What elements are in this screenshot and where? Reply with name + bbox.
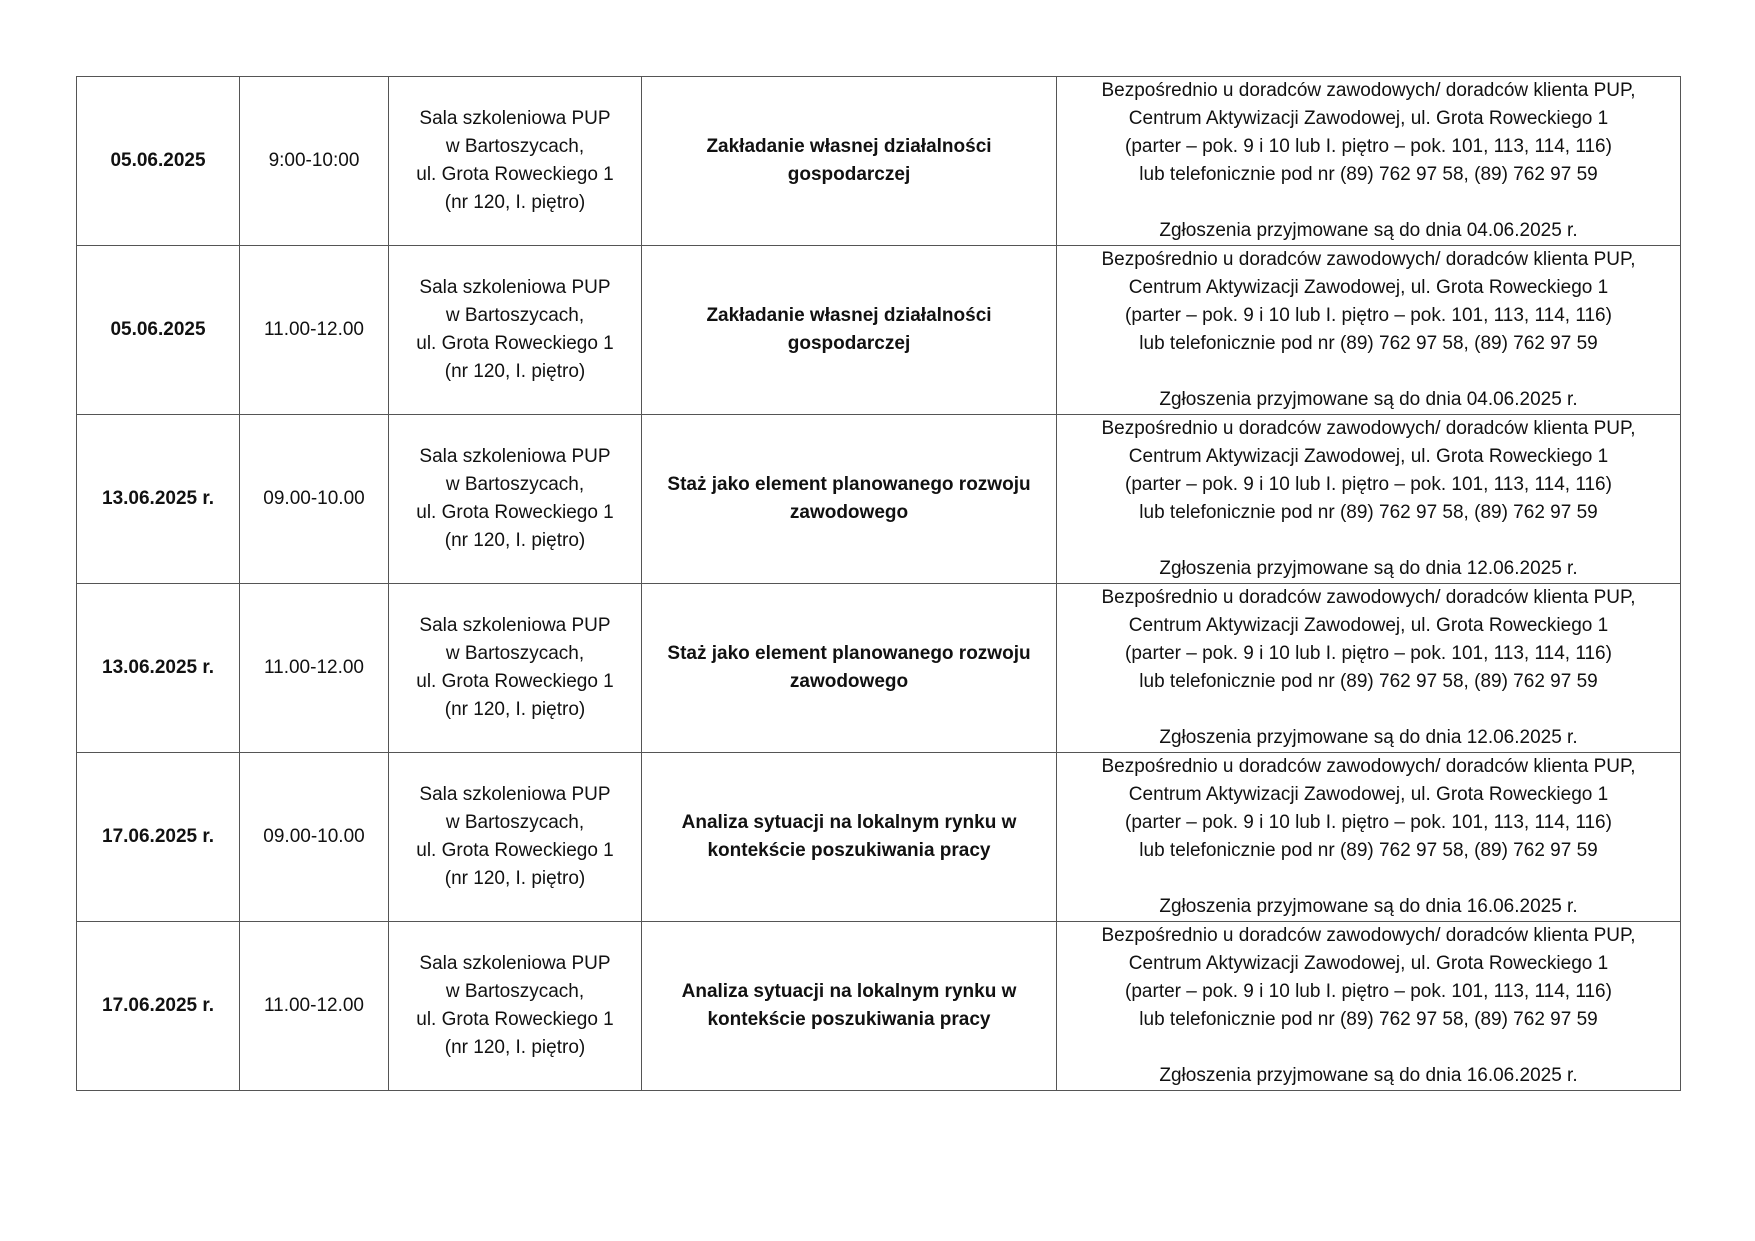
place-line: ul. Grota Roweckiego 1 [416, 164, 614, 185]
cell-date: 13.06.2025 r. [77, 584, 240, 753]
contact-line: Bezpośrednio u doradców zawodowych/ doradców klienta PUP, [1101, 80, 1636, 101]
place-line: w Bartoszycach, [445, 474, 585, 495]
contact-line: Centrum Aktywizacji Zawodowej, ul. Grota Roweckiego 1 [1128, 446, 1609, 467]
place-line: Sala szkoleniowa PUP [419, 953, 611, 974]
contact-line: (parter – pok. 9 i 10 lub I. piętro – pok. 101, 113, 114, 116) [1125, 136, 1612, 157]
contact-line: Bezpośrednio u doradców zawodowych/ doradców klienta PUP, [1101, 249, 1636, 270]
cell-topic: Staż jako element planowanego rozwoju zawodowego [642, 415, 1057, 584]
contact-line: (parter – pok. 9 i 10 lub I. piętro – pok. 101, 113, 114, 116) [1125, 643, 1612, 664]
cell-time: 11.00-12.00 [240, 922, 389, 1091]
cell-date: 05.06.2025 [77, 77, 240, 246]
registration-deadline: Zgłoszenia przyjmowane są do dnia 16.06.2025 r. [1159, 1065, 1578, 1086]
place-line: ul. Grota Roweckiego 1 [416, 840, 614, 861]
table-row [77, 77, 1681, 246]
place-line: Sala szkoleniowa PUP [419, 277, 611, 298]
table-row [77, 246, 1681, 415]
place-line: (nr 120, I. piętro) [444, 361, 586, 382]
cell-topic: Staż jako element planowanego rozwoju zawodowego [642, 584, 1057, 753]
cell-place [389, 77, 642, 246]
cell-contact [1057, 922, 1681, 1091]
cell-topic: Zakładanie własnej działalności gospodarczej [642, 246, 1057, 415]
cell-date: 13.06.2025 r. [77, 415, 240, 584]
place-line: (nr 120, I. piętro) [444, 192, 586, 213]
place-line: (nr 120, I. piętro) [444, 868, 586, 889]
place-line: w Bartoszycach, [445, 136, 585, 157]
place-line: (nr 120, I. piętro) [444, 699, 586, 720]
schedule-table-body [77, 77, 1681, 1091]
place-line: ul. Grota Roweckiego 1 [416, 671, 614, 692]
cell-contact [1057, 753, 1681, 922]
cell-place [389, 753, 642, 922]
place-line: (nr 120, I. piętro) [444, 1037, 586, 1058]
contact-line: (parter – pok. 9 i 10 lub I. piętro – pok. 101, 113, 114, 116) [1125, 981, 1612, 1002]
cell-topic: Analiza sytuacji na lokalnym rynku w kontekście poszukiwania pracy [642, 753, 1057, 922]
place-line: w Bartoszycach, [445, 305, 585, 326]
place-line: w Bartoszycach, [445, 981, 585, 1002]
contact-line: lub telefonicznie pod nr (89) 762 97 58, (89) 762 97 59 [1139, 840, 1598, 861]
cell-time: 09.00-10.00 [240, 753, 389, 922]
contact-line: Centrum Aktywizacji Zawodowej, ul. Grota Roweckiego 1 [1128, 953, 1609, 974]
cell-contact [1057, 77, 1681, 246]
cell-date: 05.06.2025 [77, 246, 240, 415]
cell-topic: Zakładanie własnej działalności gospodarczej [642, 77, 1057, 246]
table-row [77, 584, 1681, 753]
cell-time: 11.00-12.00 [240, 246, 389, 415]
table-row [77, 922, 1681, 1091]
contact-line: (parter – pok. 9 i 10 lub I. piętro – pok. 101, 113, 114, 116) [1125, 812, 1612, 833]
cell-place [389, 415, 642, 584]
cell-contact [1057, 415, 1681, 584]
registration-deadline: Zgłoszenia przyjmowane są do dnia 16.06.2025 r. [1159, 896, 1578, 917]
contact-line: lub telefonicznie pod nr (89) 762 97 58, (89) 762 97 59 [1139, 502, 1598, 523]
contact-line: Centrum Aktywizacji Zawodowej, ul. Grota Roweckiego 1 [1128, 615, 1609, 636]
registration-deadline: Zgłoszenia przyjmowane są do dnia 12.06.2025 r. [1159, 558, 1578, 579]
schedule-table [76, 76, 1681, 1091]
cell-date: 17.06.2025 r. [77, 922, 240, 1091]
contact-line: lub telefonicznie pod nr (89) 762 97 58, (89) 762 97 59 [1139, 333, 1598, 354]
contact-line: lub telefonicznie pod nr (89) 762 97 58, (89) 762 97 59 [1139, 1009, 1598, 1030]
cell-contact [1057, 584, 1681, 753]
cell-place [389, 922, 642, 1091]
cell-time: 11.00-12.00 [240, 584, 389, 753]
place-line: Sala szkoleniowa PUP [419, 108, 611, 129]
contact-line: Centrum Aktywizacji Zawodowej, ul. Grota Roweckiego 1 [1128, 108, 1609, 129]
contact-line: Bezpośrednio u doradców zawodowych/ doradców klienta PUP, [1101, 587, 1636, 608]
place-line: w Bartoszycach, [445, 643, 585, 664]
registration-deadline: Zgłoszenia przyjmowane są do dnia 12.06.2025 r. [1159, 727, 1578, 748]
registration-deadline: Zgłoszenia przyjmowane są do dnia 04.06.2025 r. [1159, 389, 1578, 410]
cell-date: 17.06.2025 r. [77, 753, 240, 922]
contact-line: Bezpośrednio u doradców zawodowych/ doradców klienta PUP, [1101, 925, 1636, 946]
contact-line: lub telefonicznie pod nr (89) 762 97 58, (89) 762 97 59 [1139, 164, 1598, 185]
contact-line: (parter – pok. 9 i 10 lub I. piętro – pok. 101, 113, 114, 116) [1125, 474, 1612, 495]
cell-time: 9:00-10:00 [240, 77, 389, 246]
place-line: ul. Grota Roweckiego 1 [416, 502, 614, 523]
cell-topic: Analiza sytuacji na lokalnym rynku w kontekście poszukiwania pracy [642, 922, 1057, 1091]
contact-line: Bezpośrednio u doradców zawodowych/ doradców klienta PUP, [1101, 756, 1636, 777]
cell-place [389, 246, 642, 415]
table-row [77, 753, 1681, 922]
table-row [77, 415, 1681, 584]
cell-time: 09.00-10.00 [240, 415, 389, 584]
place-line: w Bartoszycach, [445, 812, 585, 833]
place-line: ul. Grota Roweckiego 1 [416, 1009, 614, 1030]
registration-deadline: Zgłoszenia przyjmowane są do dnia 04.06.2025 r. [1159, 220, 1578, 241]
place-line: (nr 120, I. piętro) [444, 530, 586, 551]
cell-contact [1057, 246, 1681, 415]
contact-line: (parter – pok. 9 i 10 lub I. piętro – pok. 101, 113, 114, 116) [1125, 305, 1612, 326]
contact-line: Centrum Aktywizacji Zawodowej, ul. Grota Roweckiego 1 [1128, 277, 1609, 298]
place-line: ul. Grota Roweckiego 1 [416, 333, 614, 354]
place-line: Sala szkoleniowa PUP [419, 615, 611, 636]
contact-line: lub telefonicznie pod nr (89) 762 97 58, (89) 762 97 59 [1139, 671, 1598, 692]
cell-place [389, 584, 642, 753]
place-line: Sala szkoleniowa PUP [419, 446, 611, 467]
contact-line: Centrum Aktywizacji Zawodowej, ul. Grota Roweckiego 1 [1128, 784, 1609, 805]
contact-line: Bezpośrednio u doradców zawodowych/ doradców klienta PUP, [1101, 418, 1636, 439]
place-line: Sala szkoleniowa PUP [419, 784, 611, 805]
